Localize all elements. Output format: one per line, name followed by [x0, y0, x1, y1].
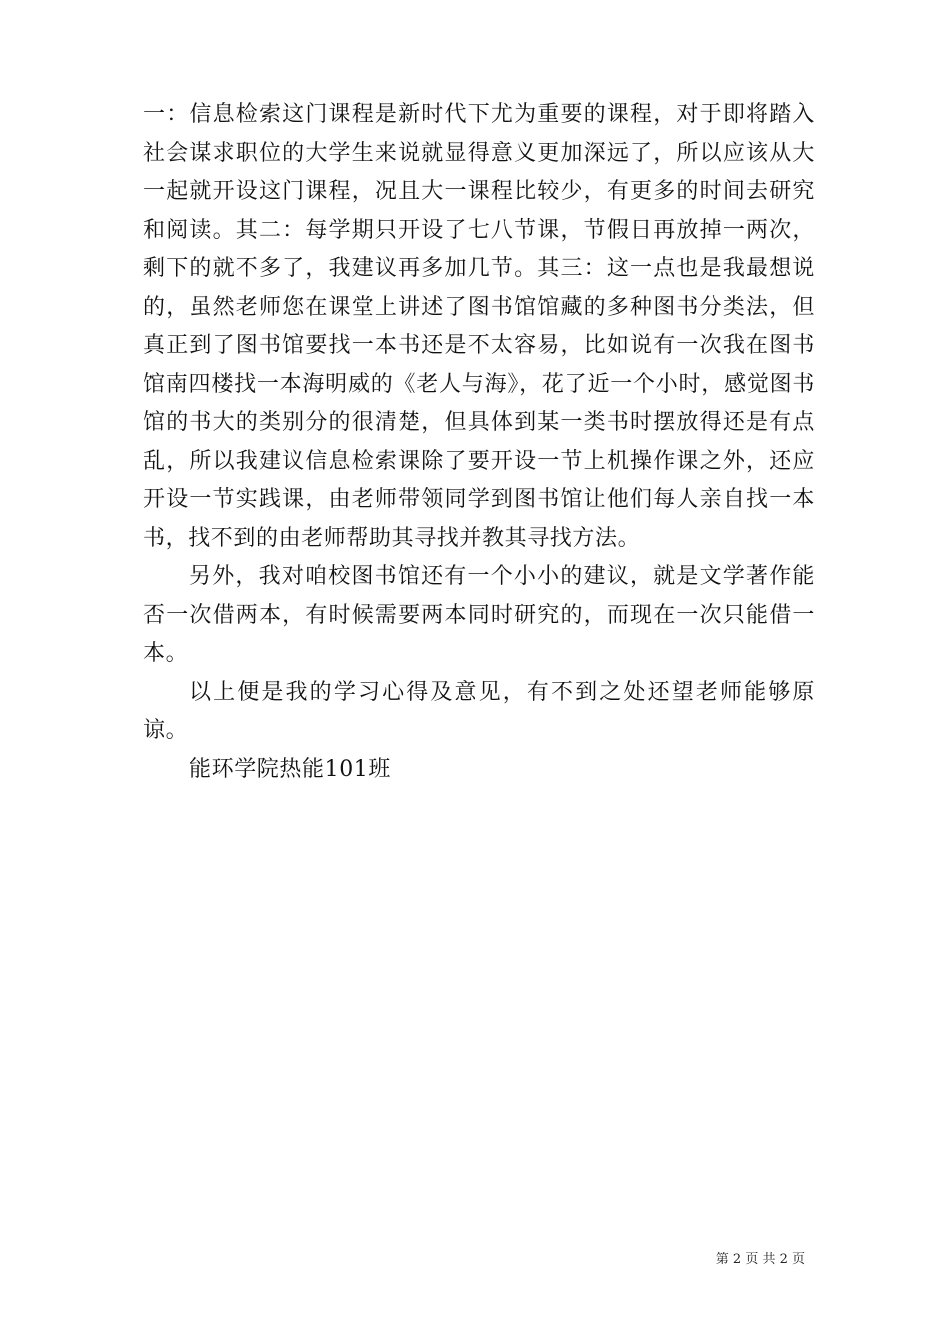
signature-line: 能环学院热能101班 — [189, 756, 391, 782]
paragraph-closing: 以上便是我的学习心得及意见，有不到之处还望老师能够原谅。 — [143, 679, 815, 743]
document-body — [143, 96, 815, 789]
page-number-footer: 第 2 页 共 2 页 — [715, 1252, 805, 1267]
paragraph-library-suggestion: 另外，我对咱校图书馆还有一个小小的建议，就是文学著作能否一次借两本，有时候需要两本同时研究的，而现在一次只能借一本。 — [143, 564, 815, 666]
paragraph-suggestions: 一：信息检索这门课程是新时代下尤为重要的课程，对于即将踏入社会谋求职位的大学生来说就显得意义更加深远了，所以应该从大一起就开设这门课程，况且大一课程比较少，有更多的时间去研究和阅读。其二：每学期只开设了七八节课，节假日再放掉一两次，剩下的就不多了，我建议再多加几节。其三：这一点也是我最想说的，虽然老师您在课堂上讲述了图书馆馆藏的多种图书分类法，但真正到了图书馆要找一本书还是不太容易，比如说有一次我在图书馆南四楼找一本海明威的《老人与海》，花了近一个小时，感觉图书馆的书大的类别分的很清楚，但具体到某一类书时摆放得还是有点乱，所以我建议信息检索课除了要开设一节上机操作课之外，还应开设一节实践课，由老师带领同学到图书馆让他们每人亲自找一本书，找不到的由老师帮助其寻找并教其寻找方法。 — [143, 102, 815, 551]
